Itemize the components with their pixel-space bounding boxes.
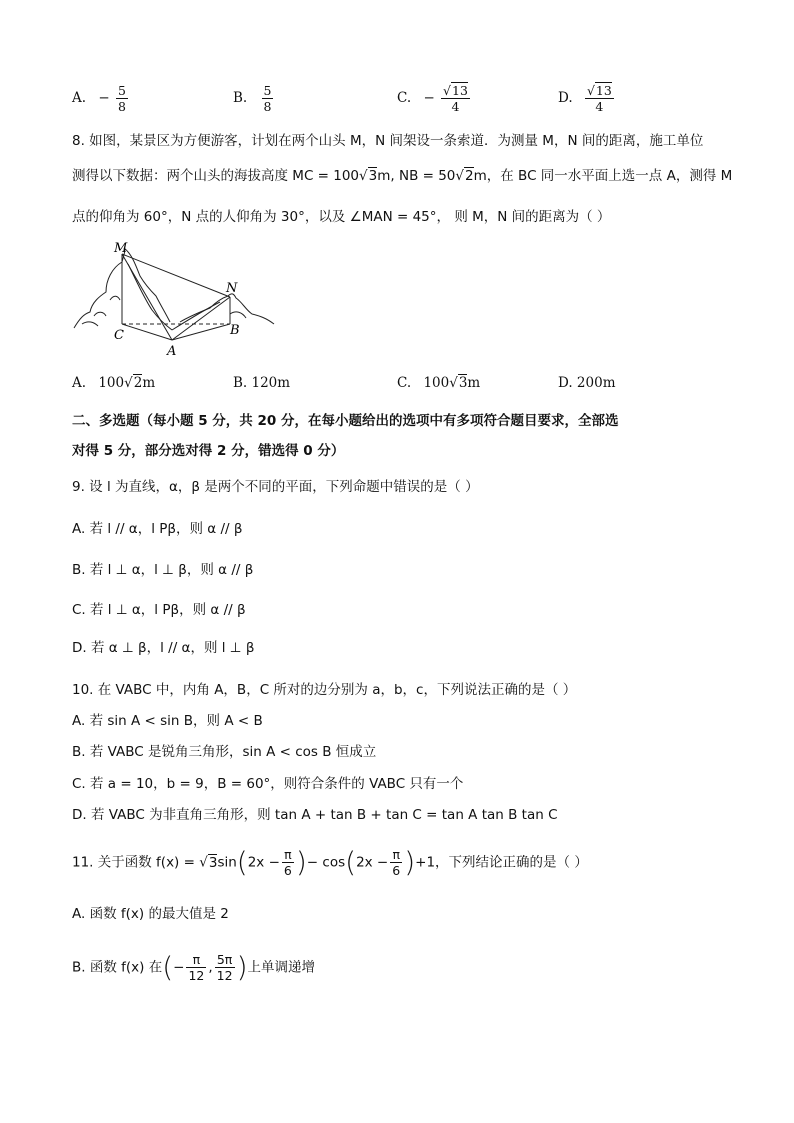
numerator: 5 xyxy=(117,83,126,98)
denominator: 8 xyxy=(263,99,272,114)
radicand: 2 xyxy=(465,168,474,184)
numerator: 5π xyxy=(215,952,235,968)
section2-heading-line2: 对得 5 分，部分选对得 2 分，错选得 0 分） xyxy=(72,443,345,459)
radicand: 13 xyxy=(595,83,612,98)
sqrt-symbol: √ xyxy=(199,854,208,871)
numerator: √13 xyxy=(586,83,612,98)
q9-option-d[interactable]: D. 若 α ⊥ β，l // α，则 l ⊥ β xyxy=(72,640,255,656)
q7-option-a[interactable] xyxy=(72,83,130,114)
sqrt-symbol: √ xyxy=(455,168,465,184)
fraction xyxy=(215,952,235,983)
option-label: C. xyxy=(397,90,412,106)
section2-heading-line1: 二、多选题（每小题 5 分，共 20 分，在每小题给出的选项中有多项符合题目要求，全部选 xyxy=(72,413,619,429)
text-segment: m, NB = 50 xyxy=(377,168,456,184)
unit: m xyxy=(467,375,481,391)
text-segment: m，在 BC 同一水平面上选一点 A，测得 M xyxy=(473,168,733,184)
denominator: 8 xyxy=(117,99,126,114)
q10-option-b[interactable]: B. 若 VABC 是锐角三角形，sin A < cos B 恒成立 xyxy=(72,744,377,760)
q9-stem: 9. 设 l 为直线，α，β 是两个不同的平面，下列命题中错误的是（ ） xyxy=(72,479,479,495)
fraction xyxy=(585,83,614,114)
denominator: 6 xyxy=(392,863,401,878)
q10-option-c[interactable]: C. 若 a = 10，b = 9，B = 60°，则符合条件的 VABC 只有一个 xyxy=(72,776,464,792)
comma: , xyxy=(208,959,213,976)
right-paren: ) xyxy=(404,845,416,879)
argument: 2x − xyxy=(247,854,280,871)
fraction xyxy=(116,83,128,114)
label-m: M xyxy=(114,241,128,256)
q10-stem: 10. 在 VABC 中，内角 A，B，C 所对的边分别为 a，b，c，下列说法正确的是（ ） xyxy=(72,682,577,698)
argument: 2x − xyxy=(356,854,389,871)
minus-sign: − xyxy=(98,90,110,106)
q10-option-d[interactable]: D. 若 VABC 为非直角三角形，则 tan A + tan B + tan C = tan A tan B tan C xyxy=(72,807,558,823)
numerator: 5 xyxy=(263,83,272,98)
sqrt-symbol: √ xyxy=(359,168,368,184)
radicand: 3 xyxy=(208,854,218,871)
cos-function: − cos xyxy=(306,854,346,871)
left-paren: ( xyxy=(162,950,174,984)
q10-option-a[interactable]: A. 若 sin A < sin B，则 A < B xyxy=(72,713,263,729)
q8-option-c[interactable] xyxy=(397,373,480,393)
text-segment: 上单调递增 xyxy=(247,959,315,976)
label-n: N xyxy=(226,281,238,296)
text-segment: 测得以下数据：两个山头的海拔高度 MC = 100 xyxy=(72,168,360,184)
numerator: √13 xyxy=(443,83,468,98)
fraction xyxy=(390,847,402,878)
minus-sign: − xyxy=(423,90,435,106)
numerator: π xyxy=(282,847,294,863)
fraction xyxy=(262,83,274,114)
fraction xyxy=(441,83,470,114)
q11-option-b[interactable] xyxy=(72,952,315,983)
segment-na xyxy=(172,297,230,340)
coefficient: 100 xyxy=(98,375,125,391)
unit: m xyxy=(142,375,156,391)
radicand: 3 xyxy=(458,375,468,391)
minus-sign: − xyxy=(173,959,185,976)
right-mountain xyxy=(180,294,274,324)
q11-stem xyxy=(72,847,588,878)
cable-mn xyxy=(122,254,230,297)
denominator: 12 xyxy=(216,968,233,983)
radicand: 3 xyxy=(368,168,378,184)
label-c: C xyxy=(114,328,124,343)
denominator: 12 xyxy=(188,968,205,983)
fraction xyxy=(282,847,294,878)
mountain-cableway-figure xyxy=(70,240,280,360)
radicand: 2 xyxy=(133,375,143,391)
denominator: 4 xyxy=(451,99,460,114)
option-label: D. xyxy=(558,90,573,106)
right-paren: ) xyxy=(236,950,248,984)
q8-stem-line2 xyxy=(72,166,732,186)
numerator: π xyxy=(390,847,402,863)
sqrt-symbol: √ xyxy=(124,375,133,391)
denominator: 4 xyxy=(595,99,604,114)
q11-option-a[interactable]: A. 函数 f(x) 的最大值是 2 xyxy=(72,906,229,922)
option-label: A. xyxy=(72,90,87,106)
coefficient: 100 xyxy=(423,375,450,391)
q7-option-b[interactable] xyxy=(233,83,275,114)
q9-option-b[interactable]: B. 若 l ⊥ α，l ⊥ β，则 α // β xyxy=(72,562,254,578)
radicand: 13 xyxy=(452,83,468,98)
q8-option-b[interactable]: B. 120m xyxy=(233,375,291,391)
option-label: C. xyxy=(397,375,412,391)
q7-option-d[interactable] xyxy=(558,83,616,114)
q8-option-a[interactable] xyxy=(72,373,155,393)
denominator: 6 xyxy=(283,863,292,878)
segment-ab xyxy=(172,324,230,340)
q9-option-a[interactable]: A. 若 l // α，l Pβ，则 α // β xyxy=(72,521,243,537)
text-segment: B. 函数 f(x) 在 xyxy=(72,959,163,976)
q7-option-c[interactable] xyxy=(397,83,472,114)
right-paren: ) xyxy=(295,845,307,879)
text-segment: +1，下列结论正确的是（ ） xyxy=(415,854,588,871)
sin-function: sin xyxy=(217,854,237,871)
q8-option-d[interactable]: D. 200m xyxy=(558,375,616,391)
text-segment: 11. 关于函数 f(x) = xyxy=(72,854,200,871)
numerator: π xyxy=(186,952,206,968)
left-paren: ( xyxy=(345,845,357,879)
option-label: B. xyxy=(233,90,248,106)
q8-stem-line1: 8. 如图，某景区为方便游客，计划在两个山头 M，N 间架设一条索道．为测量 M，N 间的距离，施工单位 xyxy=(72,133,704,149)
fraction xyxy=(186,952,206,983)
option-label: A. xyxy=(72,375,87,391)
label-a: A xyxy=(167,344,177,359)
sqrt-symbol: √ xyxy=(449,375,458,391)
q9-option-c[interactable]: C. 若 l ⊥ α，l Pβ，则 α // β xyxy=(72,602,246,618)
left-paren: ( xyxy=(236,845,248,879)
label-b: B xyxy=(230,323,240,338)
q8-stem-line3: 点的仰角为 60°，N 点的人仰角为 30°，以及 ∠MAN = 45°， 则 M，N 间的距离为（ ） xyxy=(72,209,611,225)
